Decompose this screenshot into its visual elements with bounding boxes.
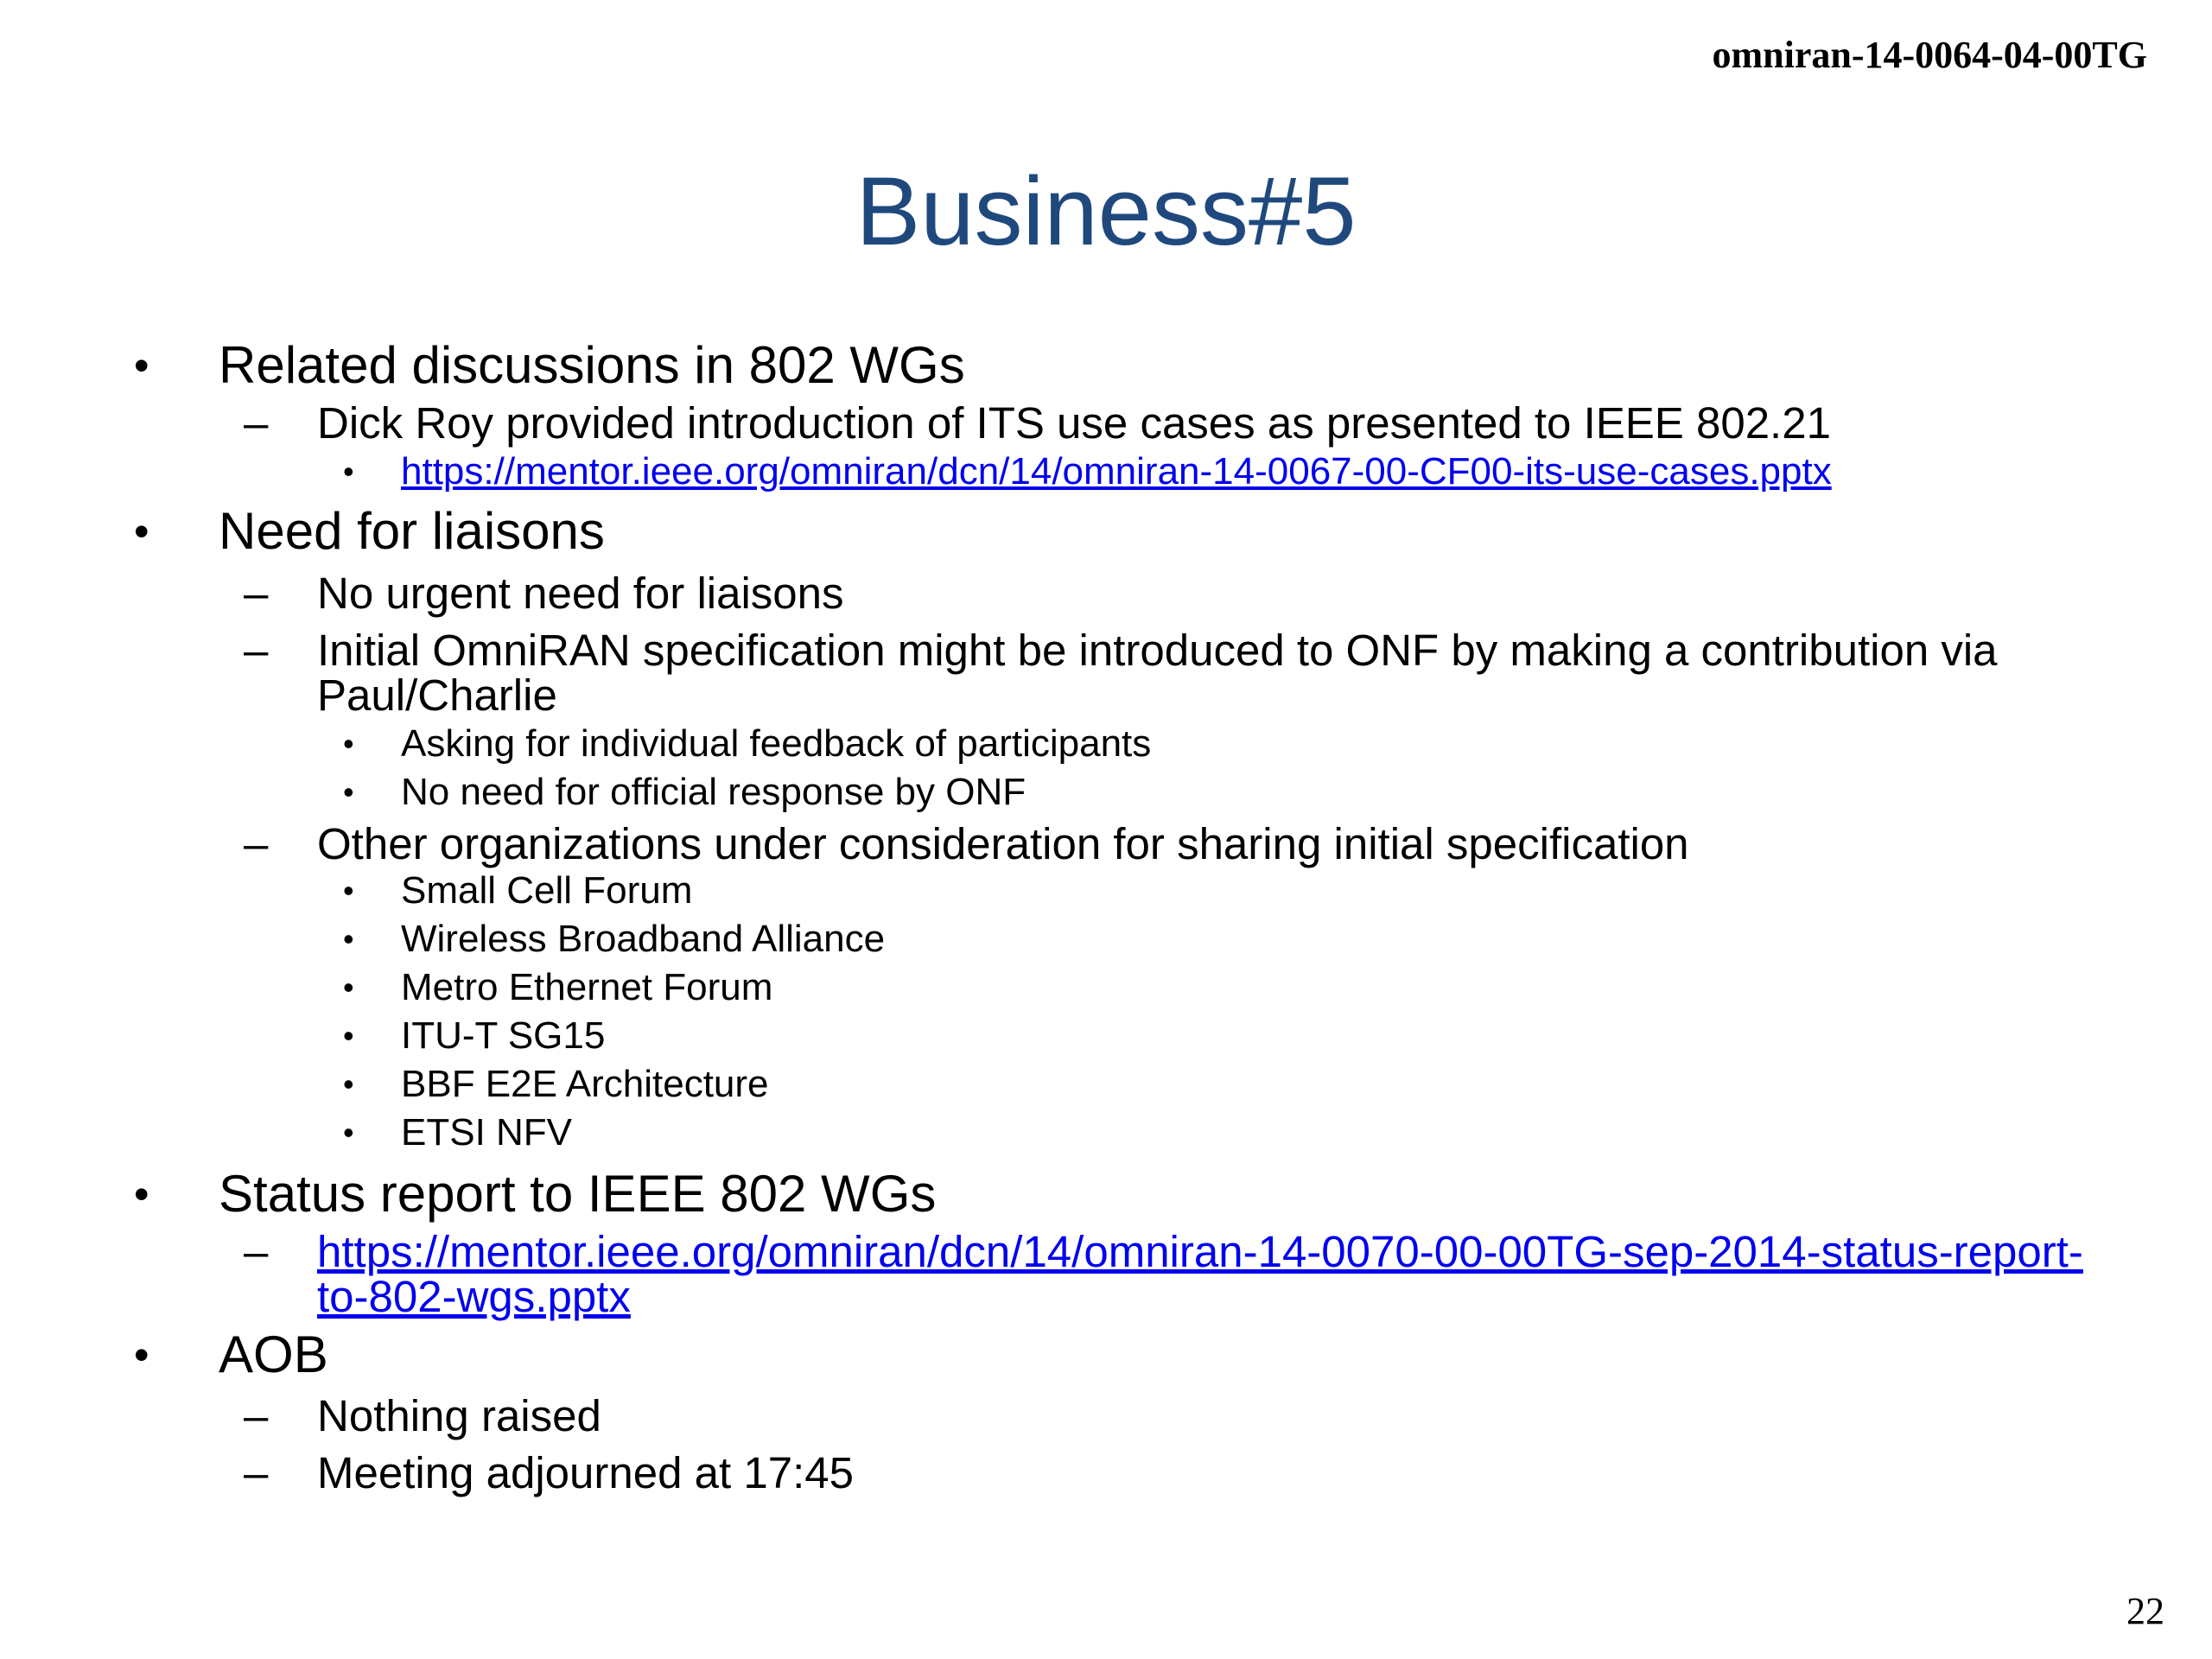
dash-marker: – — [244, 398, 269, 448]
sub-bullet-text: Dick Roy provided introduction of ITS use cases as presented to IEEE 802.21 — [317, 398, 1831, 448]
bullet-aob — [0, 1325, 2212, 1385]
sub-bullet-nothing-raised — [0, 1391, 2212, 1440]
list-item-org — [0, 963, 2212, 1012]
list-item-text: Metro Ethernet Forum — [401, 966, 773, 1008]
bullet-marker: • — [343, 454, 354, 489]
its-use-cases-link[interactable]: https://mentor.ieee.org/omniran/dcn/14/omniran-14-0067-00-CF00-its-use-cases.pptx — [401, 450, 1832, 493]
list-item-org — [0, 867, 2212, 915]
dash-marker: – — [244, 1227, 269, 1276]
sub-bullet-text: Meeting adjourned at 17:45 — [317, 1448, 854, 1497]
bullet-marker: • — [343, 969, 354, 1005]
dash-marker: – — [244, 1448, 269, 1497]
page-number: 22 — [2126, 1590, 2164, 1632]
list-item-individual-feedback — [0, 720, 2212, 768]
sub-bullet-initial-omniran — [0, 628, 2212, 718]
sub-bullet-no-urgent-need — [0, 571, 2212, 616]
list-item-text: No need for official response by ONF — [401, 771, 1027, 813]
bullet-marker: • — [134, 507, 149, 556]
bullet-status-report — [0, 1164, 2212, 1224]
document-id: omniran-14-0064-04-00TG — [1712, 34, 2147, 76]
bullet-related-discussions — [0, 335, 2212, 396]
bullet-marker: • — [134, 341, 149, 390]
bullet-text: Related discussions in 802 WGs — [219, 336, 965, 394]
list-item-org — [0, 1060, 2212, 1109]
bullet-text: AOB — [219, 1325, 328, 1383]
bullet-text: Need for liaisons — [219, 502, 605, 560]
list-item-text: Wireless Broadband Alliance — [401, 918, 886, 960]
list-item-text: BBF E2E Architecture — [401, 1063, 769, 1105]
sub-bullet-text: Other organizations under consideration for sharing initial specification — [317, 819, 1689, 868]
slide-title: Business#5 — [855, 157, 1357, 265]
list-item-no-official-response — [0, 768, 2212, 817]
sub-bullet-text: Nothing raised — [317, 1391, 601, 1440]
list-item-text: ETSI NFV — [401, 1111, 573, 1154]
list-item-org — [0, 915, 2212, 963]
dash-marker: – — [244, 626, 269, 675]
sub-bullet-dick-roy — [0, 398, 2212, 448]
list-item-text: Asking for individual feedback of participants — [401, 722, 1152, 765]
bullet-marker: • — [343, 774, 354, 810]
status-report-link[interactable]: https://mentor.ieee.org/omniran/dcn/14/omniran-14-0070-00-00TG-sep-2014-status-report-to-802-wgs.pptx — [317, 1227, 2083, 1321]
slide-content — [0, 335, 2212, 1496]
bullet-marker: • — [343, 921, 354, 957]
bullet-marker: • — [343, 1115, 354, 1150]
bullet-marker: • — [134, 1331, 149, 1379]
link-item-its-use-cases — [0, 448, 2212, 496]
list-item-text: Small Cell Forum — [401, 869, 693, 912]
dash-marker: – — [244, 1391, 269, 1440]
dash-marker: – — [244, 569, 269, 618]
dash-marker: – — [244, 819, 269, 868]
bullet-need-for-liaisons — [0, 501, 2212, 562]
link-wrapper — [317, 1227, 2088, 1321]
bullet-marker: • — [343, 726, 354, 761]
bullet-text: Status report to IEEE 802 WGs — [219, 1165, 937, 1223]
bullet-marker: • — [343, 873, 354, 908]
sub-bullet-other-organizations — [0, 819, 2212, 868]
sub-bullet-text: No urgent need for liaisons — [317, 569, 844, 618]
sub-bullet-text: Initial OmniRAN specification might be introduced to ONF by making a contribution via Paul/Charlie — [317, 626, 1998, 720]
list-item-org — [0, 1109, 2212, 1157]
bullet-marker: • — [343, 1018, 354, 1053]
bullet-marker: • — [343, 1066, 354, 1102]
bullet-marker: • — [134, 1170, 149, 1218]
list-item-org — [0, 1012, 2212, 1060]
list-item-text: ITU-T SG15 — [401, 1014, 606, 1057]
sub-bullet-status-report-link — [0, 1227, 2212, 1321]
sub-bullet-meeting-adjourned — [0, 1448, 2212, 1497]
